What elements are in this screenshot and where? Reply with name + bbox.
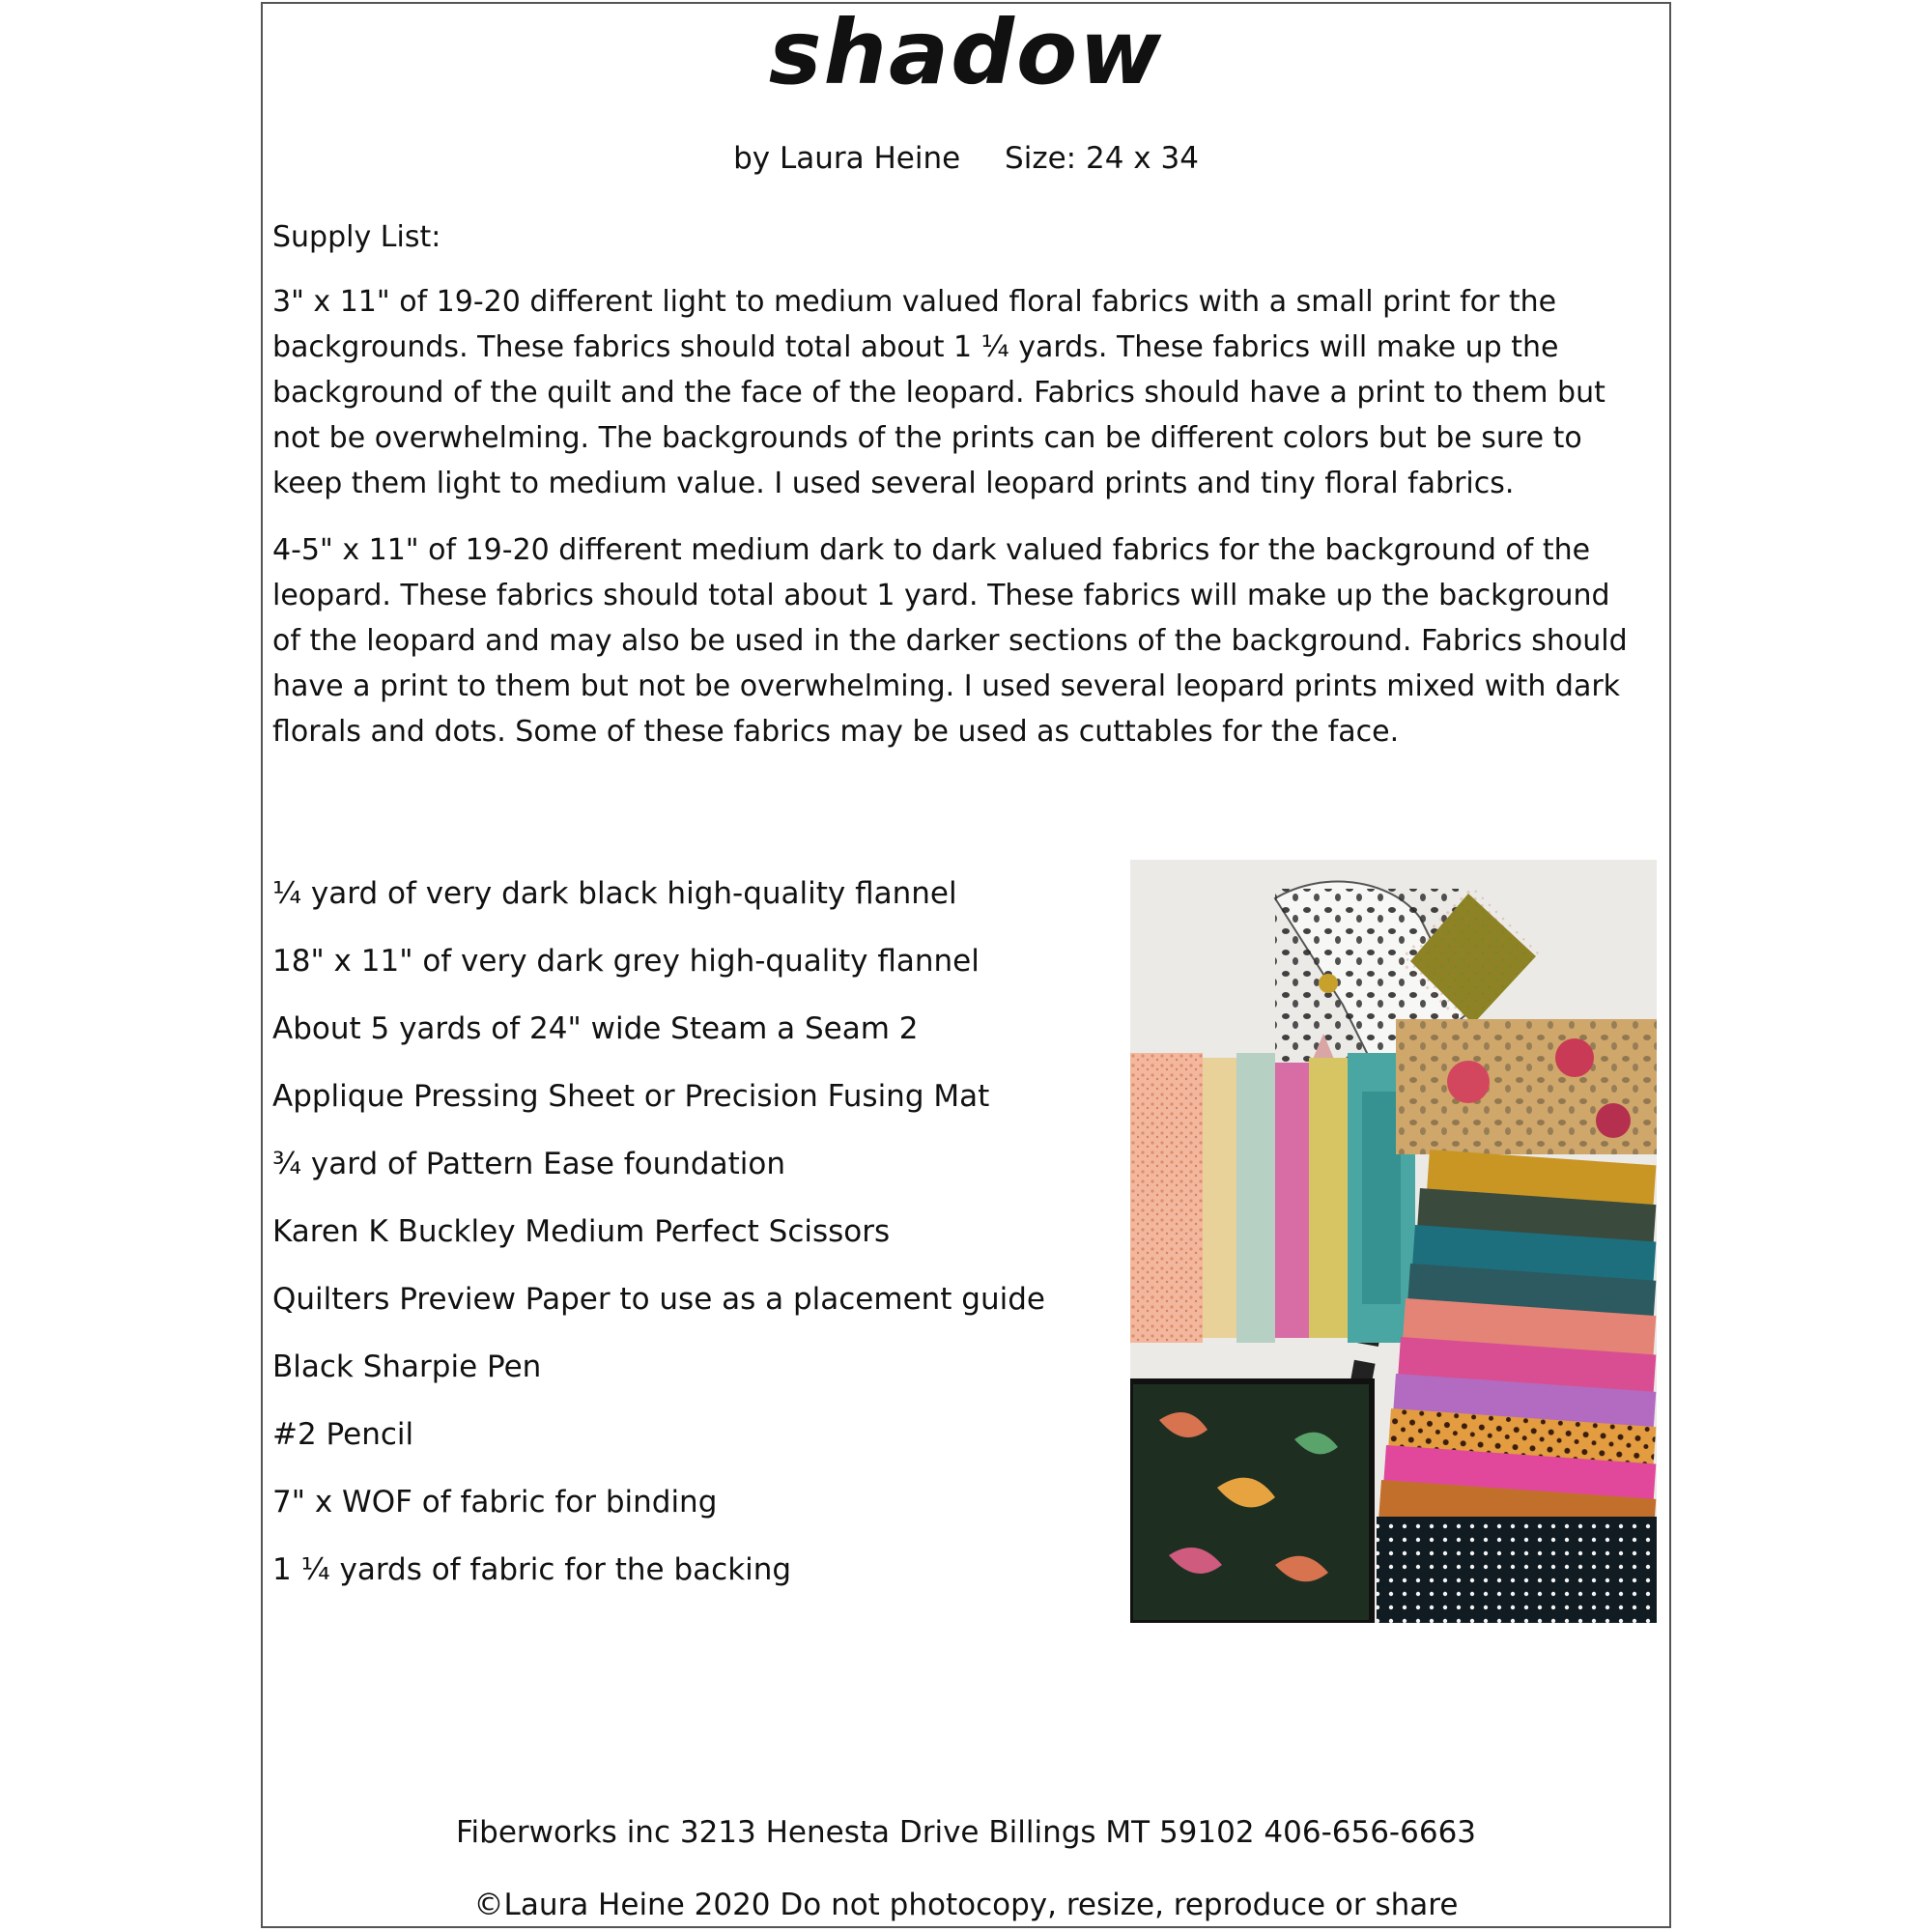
footer-copyright: ©Laura Heine 2020 Do not photocopy, resize, reproduce or share bbox=[473, 1888, 1459, 1922]
list-item: Applique Pressing Sheet or Precision Fusing Mat bbox=[272, 1079, 990, 1114]
supply-list bbox=[272, 864, 1084, 1607]
list-item: 18" x 11" of very dark grey high-quality flannel bbox=[272, 944, 980, 979]
list-item: ¾ yard of Pattern Ease foundation bbox=[272, 1147, 785, 1181]
pattern-title: shadow bbox=[768, 1, 1164, 104]
list-item: ¼ yard of very dark black high-quality flannel bbox=[272, 876, 957, 911]
quilt-size: Size: 24 x 34 bbox=[1005, 141, 1199, 176]
pattern-page bbox=[261, 2, 1671, 1928]
list-item: Black Sharpie Pen bbox=[272, 1350, 542, 1384]
supply-description bbox=[272, 214, 1644, 776]
light-fabrics-paragraph: 3" x 11" of 19-20 different light to medium valued floral fabrics with a small print for the backgrounds. These fabrics should total about 1 ¼ yards. These fabrics will make up the background of the quilt and the face of the leopard. Fabrics should have a print to them but not be overwhelming. The backgrounds of the prints can be different colors but be sure to keep them light to medium value. I used several leopard prints and tiny floral fabrics. bbox=[272, 285, 1605, 500]
fabric-photo bbox=[1130, 860, 1657, 1623]
list-item: Quilters Preview Paper to use as a placement guide bbox=[272, 1282, 1045, 1317]
list-item: #2 Pencil bbox=[272, 1417, 414, 1452]
author: by Laura Heine bbox=[733, 141, 961, 176]
supply-list-heading: Supply List: bbox=[272, 220, 441, 254]
list-item: 7" x WOF of fabric for binding bbox=[272, 1485, 718, 1520]
fabric-photo-illustration bbox=[1130, 860, 1657, 1623]
list-item: About 5 yards of 24" wide Steam a Seam 2 bbox=[272, 1011, 919, 1046]
list-item: 1 ¼ yards of fabric for the backing bbox=[272, 1552, 792, 1587]
list-item: Karen K Buckley Medium Perfect Scissors bbox=[272, 1214, 891, 1249]
dark-fabrics-paragraph: 4-5" x 11" of 19-20 different medium dark to dark valued fabrics for the background of the leopard. These fabrics should total about 1 yard. These fabrics will make up the background of the leopard and may also be used in the darker sections of the background. Fabrics should have a print to them but not be overwhelming. I used several leopard prints mixed with dark florals and dots. Some of these fabrics may be used as cuttables for the face. bbox=[272, 533, 1628, 749]
footer-address: Fiberworks inc 3213 Henesta Drive Billings MT 59102 406-656-6663 bbox=[455, 1815, 1477, 1850]
byline bbox=[263, 141, 1669, 176]
